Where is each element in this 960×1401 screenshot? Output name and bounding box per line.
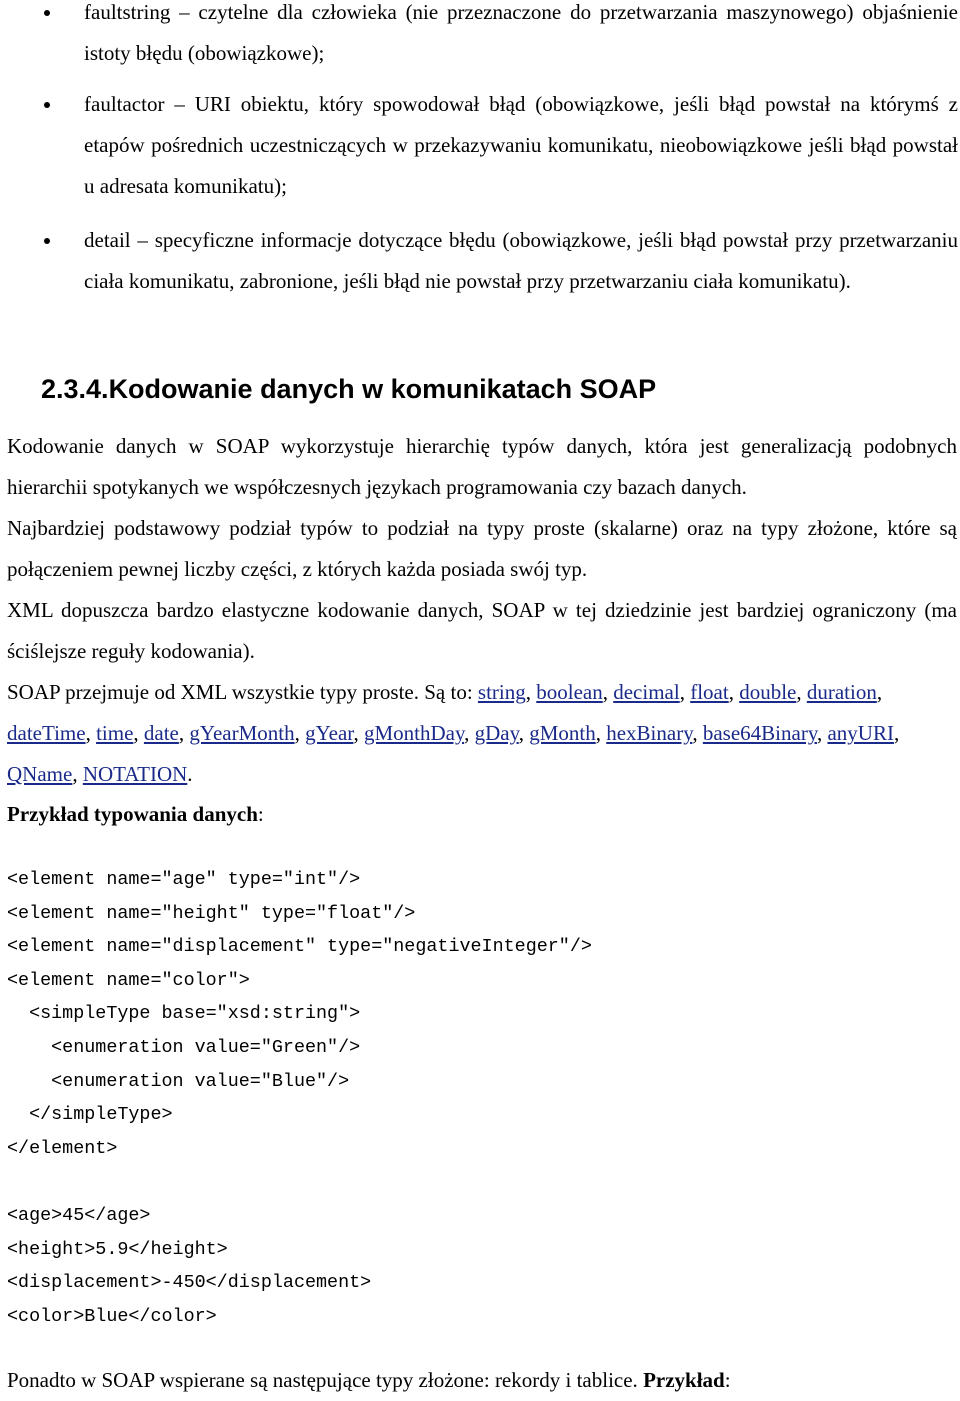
list-item-text: detail – specyficzne informacje dotyczące błędu (obowiązkowe, jeśli błąd powstał przy przetwarzaniu ciała komunikatu, zabronione, jeśli błąd nie powstał przy przetwarzaniu ciała komunikatu).	[84, 228, 958, 293]
example-colon: :	[257, 802, 264, 826]
type-link-qname[interactable]: QName	[7, 762, 73, 786]
bullet-icon	[44, 238, 50, 244]
type-link-anyuri[interactable]: anyURI	[827, 721, 894, 745]
type-link-notation[interactable]: NOTATION	[82, 762, 188, 786]
paragraph-types: Najbardziej podstawowy podział typów to podział na typy proste (skalarne) oraz na typy złożone, które są połączeniem pewnej liczby części, z których każda posiada swój typ.	[7, 516, 957, 581]
type-link-hexbinary[interactable]: hexBinary	[606, 721, 693, 745]
code-line: <height>5.9</height>	[7, 1238, 228, 1260]
type-link-gyear[interactable]: gYear	[305, 721, 354, 745]
simple-types-paragraph: SOAP przejmuje od XML wszystkie typy proste. Są to: string, boolean, decimal, float, double, duration, dateTime, time, date, gYearMonth, gYear, gMonthDay, gDay, gMonth, hexBinary, base64Binary, anyURI, QName, NOTATION.	[7, 680, 900, 786]
code-line: <enumeration value="Blue"/>	[7, 1070, 350, 1092]
type-link-decimal[interactable]: decimal	[613, 680, 680, 704]
example-heading	[7, 794, 264, 835]
type-link-boolean[interactable]: boolean	[536, 680, 603, 704]
list-item-text: faultstring – czytelne dla człowieka (nie przeznaczone do przetwarzania maszynowego) objaśnienie istoty błędu (obowiązkowe);	[84, 0, 958, 65]
code-line: <age>45</age>	[7, 1205, 151, 1226]
code-line: <element name="height" type="float"/>	[7, 902, 416, 924]
code-line: <simpleType base="xsd:string">	[7, 1003, 361, 1025]
type-link-double[interactable]: double	[739, 680, 797, 704]
code-line: </simpleType>	[7, 1104, 173, 1126]
code-line: <displacement>-450</displacement>	[7, 1272, 372, 1294]
type-link-string[interactable]: string	[477, 680, 526, 704]
code-line: <element name="color">	[7, 969, 250, 991]
section-title: Kodowanie danych w komunikatach SOAP	[108, 374, 657, 404]
code-line: </element>	[7, 1137, 118, 1159]
type-link-gyearmonth[interactable]: gYearMonth	[189, 721, 295, 745]
final-colon: :	[724, 1368, 731, 1392]
type-link-date[interactable]: date	[143, 721, 179, 745]
paragraph-xml: XML dopuszcza bardzo elastyczne kodowanie danych, SOAP w tej dziedzinie jest bardziej ograniczony (ma ściślejsze reguły kodowania).	[7, 598, 957, 663]
type-link-float[interactable]: float	[690, 680, 729, 704]
code-line: <enumeration value="Green"/>	[7, 1037, 361, 1058]
code-line: <color>Blue</color>	[7, 1305, 217, 1327]
paragraph-intro: Kodowanie danych w SOAP wykorzystuje hierarchię typów danych, która jest generalizacją podobnych hierarchii spotykanych we współczesnych językach programowania czy bazach danych.	[7, 434, 957, 499]
bullet-icon	[44, 102, 50, 108]
type-link-duration[interactable]: duration	[806, 680, 877, 704]
type-link-base64binary[interactable]: base64Binary	[702, 721, 817, 745]
final-paragraph	[7, 1360, 731, 1401]
final-text: Ponadto w SOAP wspierane są następujące typy złożone: rekordy i tablice.	[7, 1368, 638, 1392]
type-link-datetime[interactable]: dateTime	[7, 721, 86, 745]
type-link-time[interactable]: time	[96, 721, 134, 745]
section-number: 2.3.4.	[41, 374, 109, 404]
section-heading	[41, 372, 656, 406]
example-label: Przykład typowania danych	[7, 802, 258, 826]
type-link-gday[interactable]: gDay	[474, 721, 519, 745]
code-line: <element name="displacement" type="negativeInteger"/>	[7, 936, 592, 958]
final-label: Przykład	[643, 1368, 725, 1392]
type-link-gmonth[interactable]: gMonth	[529, 721, 596, 745]
types-intro: SOAP przejmuje od XML wszystkie typy proste. Są to:	[7, 680, 473, 704]
type-link-gmonthday[interactable]: gMonthDay	[363, 721, 465, 745]
list-item-text: faultactor – URI obiektu, który spowodował błąd (obowiązkowe, jeśli błąd powstał na którymś z etapów pośrednich uczestniczących w przekazywaniu komunikatu, nieobowiązkowe jeśli błąd powstał u adresata komunikatu);	[84, 92, 958, 198]
code-line: <element name="age" type="int"/>	[7, 869, 361, 890]
bullet-icon	[44, 10, 50, 16]
